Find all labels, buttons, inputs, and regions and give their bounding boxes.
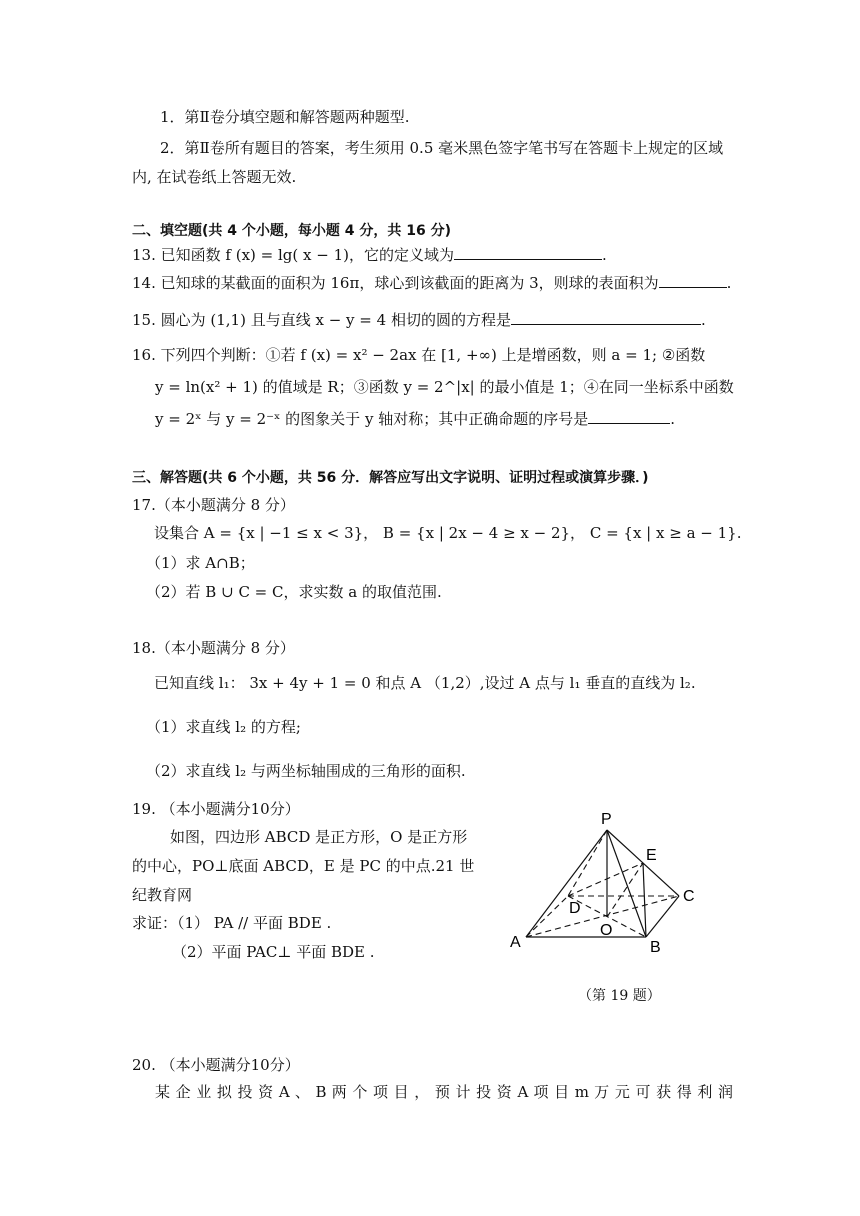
question-16-line2: y = ln(x² + 1) 的值域是 R；③函数 y = 2^|x| 的最小值是 1；④在同一坐标系中函数 xyxy=(155,378,734,396)
note-2-line1: 2．第Ⅱ卷所有题目的答案，考生须用 0.5 毫米黑色签字笔书写在答题卡上规定的区域 xyxy=(160,139,724,157)
label-E: E xyxy=(646,847,657,864)
question-19-body-line3: 纪教育网 xyxy=(132,886,193,904)
label-A: A xyxy=(510,934,521,951)
question-18-body: 已知直线 l₁： 3x + 4y + 1 = 0 和点 A （1,2）,设过 A 点与 l₁ 垂直的直线为 l₂. xyxy=(154,674,696,692)
answer-blank-16 xyxy=(588,409,670,424)
question-19-title: 19. （本小题满分10分） xyxy=(132,800,300,818)
question-18-part2: （2）求直线 l₂ 与两坐标轴围成的三角形的面积. xyxy=(146,762,466,780)
question-18-part1: （1）求直线 l₂ 的方程; xyxy=(146,718,301,736)
question-16-text: y = 2ˣ 与 y = 2⁻ˣ 的图象关于 y 轴对称；其中正确命题的序号是 xyxy=(155,410,589,428)
question-20-body: 某 企 业 拟 投 资 A 、 B 两 个 项 目 ， 预 计 投 资 A 项 目 m 万 元 可 获 得 利 润 xyxy=(155,1083,733,1101)
edge-BE xyxy=(643,863,646,937)
question-17-sets: 设集合 A = {x | −1 ≤ x < 3}， B = {x | 2x − 4 ≥ x − 2}， C = {x | x ≥ a − 1}. xyxy=(154,524,742,542)
pyramid-figure xyxy=(506,806,706,966)
section-3-heading: 三、解答题(共 6 个小题，共 56 分．解答应写出文字说明、证明过程或演算步骤．) xyxy=(132,470,649,486)
label-D: D xyxy=(569,900,581,917)
edge-BC xyxy=(646,896,679,937)
edge-PA xyxy=(526,830,607,937)
question-14: 14. 已知球的某截面的面积为 16π，球心到该截面的距离为 3，则球的表面积为 . xyxy=(132,274,732,292)
question-15: 15. 圆心为 (1,1) 且与直线 x − y = 4 相切的圆的方程是 . xyxy=(132,311,706,329)
question-16-line3: y = 2ˣ 与 y = 2⁻ˣ 的图象关于 y 轴对称；其中正确命题的序号是 . xyxy=(155,410,675,428)
figure-caption: （第 19 题） xyxy=(578,988,661,1004)
question-13-text: 13. 已知函数 f (x) = lg( x − 1)，它的定义域为 xyxy=(132,246,454,264)
question-13: 13. 已知函数 f (x) = lg( x − 1)，它的定义域为 . xyxy=(132,246,607,264)
label-O: O xyxy=(600,922,613,939)
label-B: B xyxy=(650,939,661,956)
question-14-text: 14. 已知球的某截面的面积为 16π，球心到该截面的距离为 3，则球的表面积为 xyxy=(132,274,659,292)
question-17-part1: （1）求 A∩B； xyxy=(146,554,255,572)
question-17-title: 17.（本小题满分 8 分） xyxy=(132,496,295,514)
question-18-title: 18.（本小题满分 8 分） xyxy=(132,639,295,657)
question-19-part2: （2）平面 PAC⊥ 平面 BDE . xyxy=(172,943,375,961)
answer-blank-14 xyxy=(659,273,727,288)
label-C: C xyxy=(683,888,695,905)
note-1: 1．第Ⅱ卷分填空题和解答题两种题型. xyxy=(160,108,410,126)
label-P: P xyxy=(601,811,612,828)
question-16-line1: 16. 下列四个判断：①若 f (x) = x² − 2ax 在 [1, +∞) 上是增函数，则 a = 1; ②函数 xyxy=(132,346,706,364)
answer-blank-13 xyxy=(454,245,602,260)
answer-blank-15 xyxy=(511,310,701,325)
question-19-body-line2: 的中心，PO⊥底面 ABCD，E 是 PC 的中点.21 世 xyxy=(132,857,475,875)
edge-PD xyxy=(568,830,607,896)
question-20-title: 20. （本小题满分10分） xyxy=(132,1056,300,1074)
question-15-text: 15. 圆心为 (1,1) 且与直线 x − y = 4 相切的圆的方程是 xyxy=(132,311,511,329)
question-19-part1: 求证：（1） PA // 平面 BDE . xyxy=(132,914,332,932)
section-2-heading: 二、填空题(共 4 个小题，每小题 4 分，共 16 分) xyxy=(132,223,452,239)
question-19-body-line1: 如图，四边形 ABCD 是正方形，O 是正方形 xyxy=(170,828,468,846)
edge-PB xyxy=(607,830,646,937)
note-2-line2: 内, 在试卷纸上答题无效. xyxy=(132,168,297,186)
question-17-part2: （2）若 B ∪ C = C，求实数 a 的取值范围. xyxy=(146,583,442,601)
